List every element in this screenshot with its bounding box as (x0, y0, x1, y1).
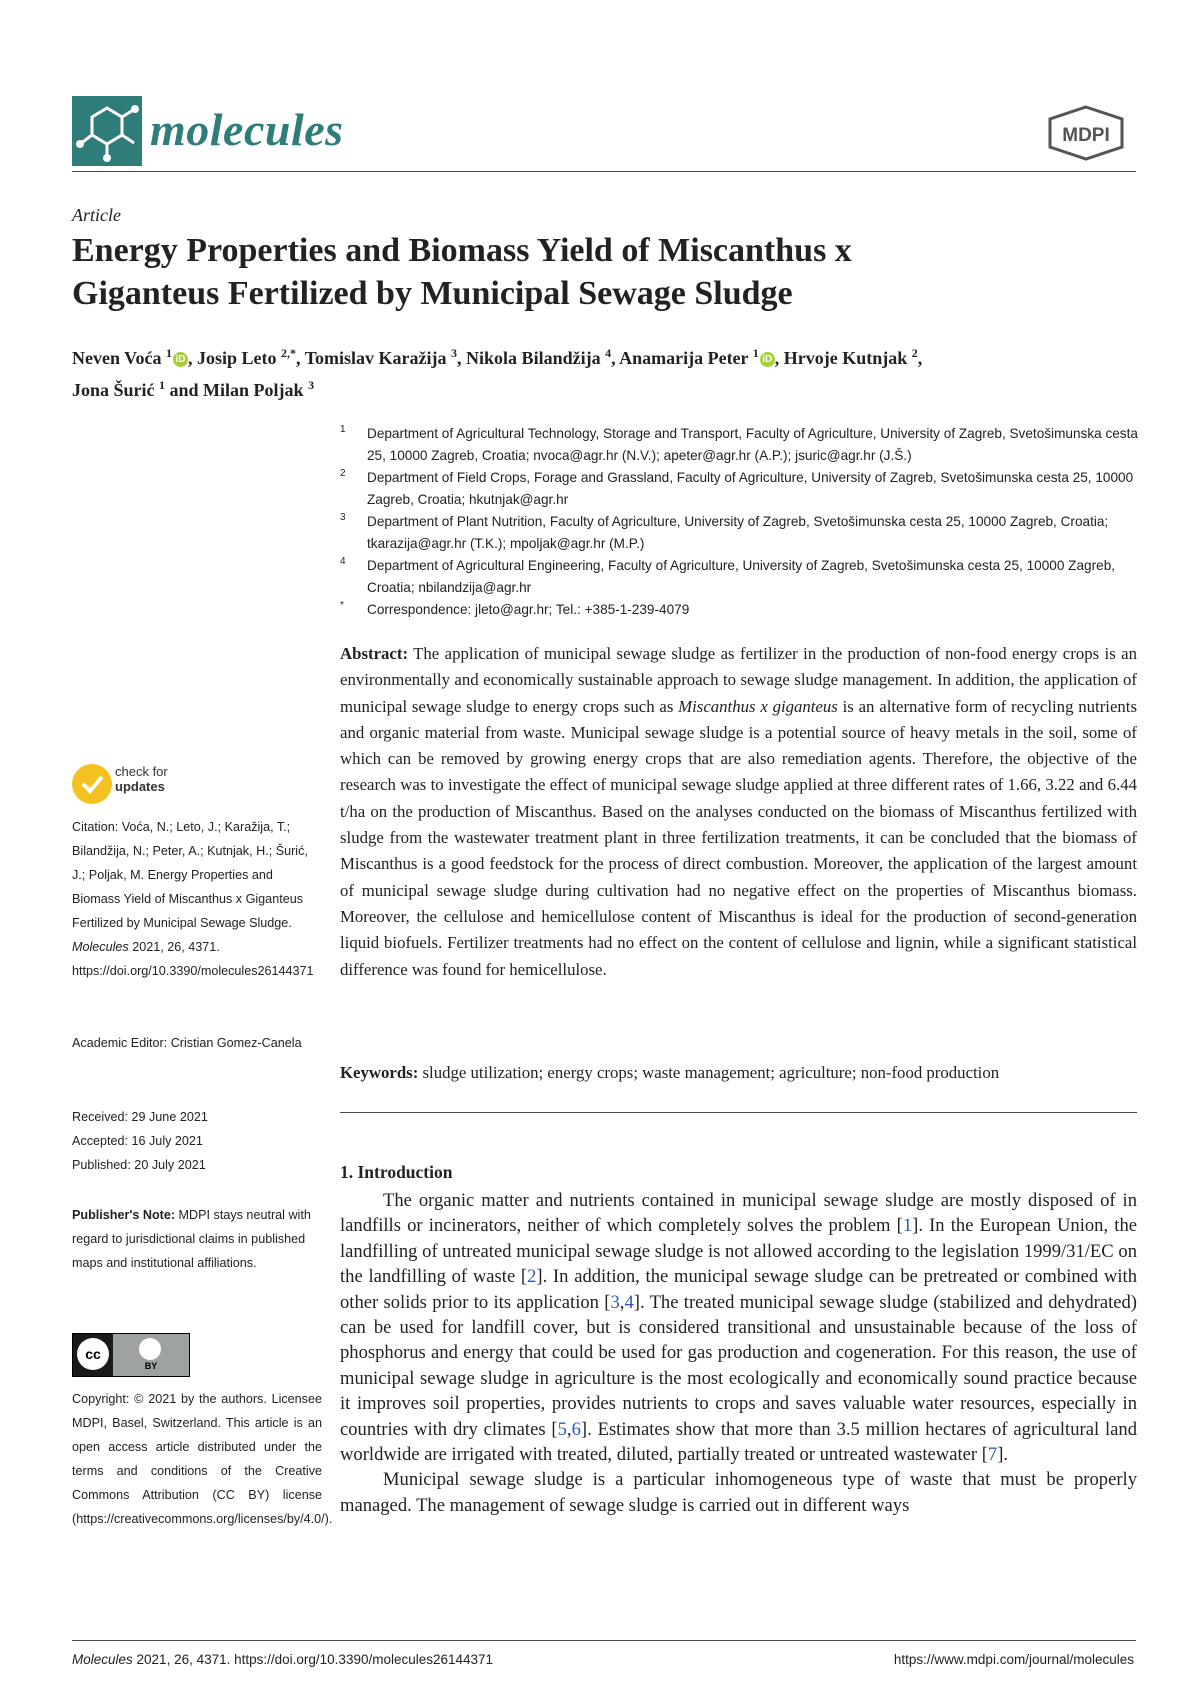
title-line-1: Energy Properties and Biomass Yield of Miscanthus x (72, 232, 852, 269)
author-name: Neven Voća (72, 348, 166, 368)
intro-paragraph-1 (340, 1188, 1137, 1467)
citation (72, 815, 322, 983)
author-list (72, 340, 1142, 404)
author-name: Anamarija Peter (619, 348, 753, 368)
published-date: Published: 20 July 2021 (72, 1158, 206, 1172)
orcid-icon[interactable]: iD (173, 352, 188, 367)
author-name: Jona Šurić (72, 380, 160, 400)
author-name: Tomislav Karažija (304, 348, 452, 368)
cc-icon: cc (77, 1338, 109, 1370)
author-separator: , (611, 348, 620, 368)
publisher-note (72, 1203, 322, 1275)
footer-url[interactable]: https://www.mdpi.com/journal/molecules (893, 1652, 1134, 1667)
author-affiliation-sup: 2,* (281, 346, 297, 360)
affiliation-item (340, 467, 1140, 511)
affiliation-number: 4 (340, 556, 346, 567)
citation-link[interactable]: 3 (610, 1291, 620, 1313)
abstract (340, 641, 1137, 983)
author-affiliation-sup: 3 (308, 378, 315, 392)
citation-link[interactable]: 7 (987, 1444, 998, 1466)
affiliation-text: Department of Agricultural Engineering, Faculty of Agriculture, University of Zagreb, Svetošimunska cesta 25, 10000 Zagreb, Croatia; nbilandzija@agr.hr (367, 558, 1116, 595)
cc-by-text: BY (144, 1361, 158, 1371)
citation-ref: 2021, 26, 4371. https://doi.org/10.3390/molecules26144371 (72, 940, 314, 978)
author-affiliation-sup: 3 (451, 346, 458, 360)
affiliation-item (340, 423, 1140, 467)
affiliation-item (340, 511, 1140, 555)
intro-text: ]. Estimates show that more than 3.5 million hectares of agricultural land worldwide are irrigated with treated, diluted, partially treated or untreated wastewater [ (340, 1418, 1137, 1466)
section-heading-introduction: 1. Introduction (340, 1162, 453, 1182)
abstract-text-1: The application of municipal sewage sludge as fertilizer in the production of non-food energy crops is an environmentally and economically sustainable approach to sewage sludge management. In addition, the application of municipal sewage sludge to energy crops such as (340, 644, 1137, 716)
journal-name: molecules (150, 104, 344, 155)
keywords-label: Keywords: (340, 1063, 419, 1082)
affiliations (340, 423, 1140, 621)
abstract-species: Miscanthus x giganteus (678, 696, 838, 716)
footer-divider (72, 1640, 1136, 1641)
author-affiliation-sup: 4 (605, 346, 612, 360)
mdpi-logo (1046, 105, 1126, 161)
check-line-2: updates (115, 779, 165, 794)
intro-text: ]. In addition, the municipal sewage sludge can be pretreated or combined with other solids prior to its application [ (340, 1266, 1137, 1313)
author-affiliation-sup: 1 (752, 346, 759, 360)
citation-link[interactable]: 2 (527, 1266, 537, 1288)
citation-text: Citation: Voća, N.; Leto, J.; Karažija, T.; Bilandžija, N.; Peter, A.; Kutnjak, H.; Šurić, J.; Poljak, M. Energy Properties and Biomass Yield of Miscanthus x Giganteus Fertilized by Municipal Sewage Sludge. (72, 820, 308, 930)
author-name: Nikola Bilandžija (466, 348, 606, 368)
author-affiliation-sup: 1 (159, 378, 166, 392)
academic-editor: Academic Editor: Cristian Gomez-Canela (72, 1036, 302, 1050)
intro-text: ]. In the European Union, the landfilling of untreated municipal sewage sludge is not allowed according to the legislation 1999/31/EC on the landfilling of waste [ (340, 1215, 1137, 1288)
abstract-label: Abstract: (340, 644, 409, 663)
attribution-icon (139, 1338, 161, 1360)
author-affiliation-sup: 2 (911, 346, 918, 360)
citation-link[interactable]: 1 (902, 1215, 913, 1237)
author-name: Milan Poljak (203, 380, 309, 400)
author-separator: , (774, 348, 784, 368)
citation-link[interactable]: 5 (557, 1418, 567, 1440)
publisher-note-label: Publisher's Note: (72, 1208, 176, 1222)
author-separator: , (457, 348, 467, 368)
article-title (72, 229, 1132, 315)
author-name: Josip Leto (197, 348, 282, 368)
affiliation-number: * (340, 600, 344, 611)
intro-text: ]. (997, 1444, 1009, 1466)
affiliation-text: Department of Field Crops, Forage and Grassland, Faculty of Agriculture, University of Zagreb, Svetošimunska cesta 25, 10000 Zagreb, Croatia; hkutnjak@agr.hr (367, 470, 1134, 507)
affiliation-number: 3 (340, 512, 346, 523)
introduction-body (340, 1188, 1137, 1518)
publisher-note-text: MDPI stays neutral with regard to jurisdictional claims in published maps and institutional affiliations. (72, 1208, 311, 1270)
header-divider (72, 171, 1136, 172)
intro-text: , (619, 1291, 625, 1313)
author-name: Hrvoje Kutnjak (783, 348, 912, 368)
keywords-text: sludge utilization; energy crops; waste management; agriculture; non-food production (418, 1063, 1000, 1082)
affiliation-item (340, 599, 1140, 621)
article-type: Article (72, 205, 121, 225)
citation-link[interactable]: 6 (571, 1418, 581, 1440)
affiliation-text: Department of Agricultural Technology, Storage and Transport, Faculty of Agriculture, University of Zagreb, Svetošimunska cesta 25, 10000 Zagreb, Croatia; nvoca@agr.hr (N.V.); apeter@agr.hr (A.P.); jsuric@agr.hr (J.Š.) (367, 426, 1138, 463)
affiliation-number: 2 (340, 468, 346, 479)
accepted-date: Accepted: 16 July 2021 (72, 1134, 203, 1148)
author-separator: , (188, 348, 197, 368)
footer-citation-text: 2021, 26, 4371. https://doi.org/10.3390/molecules26144371 (132, 1652, 494, 1667)
affiliation-number: 1 (340, 424, 346, 435)
keywords (340, 1060, 1140, 1086)
check-line-1: check for (115, 764, 168, 779)
orcid-icon[interactable]: iD (760, 352, 775, 367)
citation-journal: Molecules (72, 940, 129, 954)
author-separator: , (917, 348, 923, 368)
author-affiliation-sup: 1 (166, 346, 172, 360)
author-separator: , (296, 348, 305, 368)
abstract-divider (340, 1112, 1137, 1113)
intro-text: ]. The treated municipal sewage sludge (stabilized and dehydrated) can be used for landfill cover, but is considered transitional and unsustainable because of the loss of phosphorus and energy that could be used for gas production and cogeneration. For this reason, the use of municipal sewage sludge in agriculture is the most ecologically and economically sound practice because it improves soil properties, provides nutrients to crops and saves valuable water resources, especially in countries with dry climates [ (340, 1291, 1137, 1440)
intro-text: The organic matter and nutrients contained in municipal sewage sludge are mostly disposed of in landfills or incinerators, neither of which completely solves the problem [ (340, 1190, 1137, 1237)
footer-journal: Molecules (72, 1652, 133, 1667)
affiliation-item (340, 555, 1140, 599)
footer-citation (72, 1652, 493, 1667)
molecule-hexagon-icon (72, 96, 142, 166)
received-date: Received: 29 June 2021 (72, 1110, 208, 1124)
citation-link[interactable]: 4 (624, 1291, 634, 1313)
affiliation-text: Correspondence: jleto@agr.hr; Tel.: +385-1-239-4079 (367, 602, 690, 617)
cc-by-license-icon[interactable] (72, 1333, 190, 1377)
intro-text: , (566, 1418, 572, 1440)
check-for-updates-icon[interactable] (72, 764, 112, 804)
abstract-text-2: is an alternative form of recycling nutrients and organic material from waste. Municipal sewage sludge is a potential source of heavy metals in the soil, some of which can be removed by growing energy crops that are also remediation agents. Therefore, the objective of the research was to investigate the effect of municipal sewage sludge applied at three different rates of 1.66, 3.22 and 6.44 t/ha on the production of Miscanthus. Based on the analyses conducted on the biomass of Miscanthus fertilized with sludge from the wastewater treatment plant in three fertilization treatments, it can be concluded that the biomass of Miscanthus is a good feedstock for the process of direct combustion. Moreover, the application of the largest amount of municipal sewage sludge during cultivation had no negative effect on the properties of Miscanthus biomass. Moreover, the cellulose and hemicellulose content of Miscanthus is ideal for the production of second-generation liquid biofuels. Fertilizer treatments had no effect on the content of cellulose and lignin, while a significant statistical difference was found for hemicellulose. (340, 696, 1137, 979)
mdpi-logo-text: MDPI (1062, 125, 1110, 146)
intro-paragraph-2: Municipal sewage sludge is a particular inhomogeneous type of waste that must be properly managed. The management of sewage sludge is carried out in different ways (340, 1469, 1137, 1516)
copyright: Copyright: © 2021 by the authors. Licensee MDPI, Basel, Switzerland. This article is an open access article distributed under the terms and conditions of the Creative Commons Attribution (CC BY) license (https://creativecommons.org/licenses/by/4.0/). (72, 1392, 333, 1526)
affiliation-text: Department of Plant Nutrition, Faculty of Agriculture, University of Zagreb, Svetošimunska cesta 25, 10000 Zagreb, Croatia; tkarazija@agr.hr (T.K.); mpoljak@agr.hr (M.P.) (367, 514, 1109, 551)
author-separator: and (165, 380, 204, 400)
check-for-updates-label[interactable] (115, 764, 168, 794)
title-line-2: Giganteus Fertilized by Municipal Sewage Sludge (72, 275, 793, 312)
